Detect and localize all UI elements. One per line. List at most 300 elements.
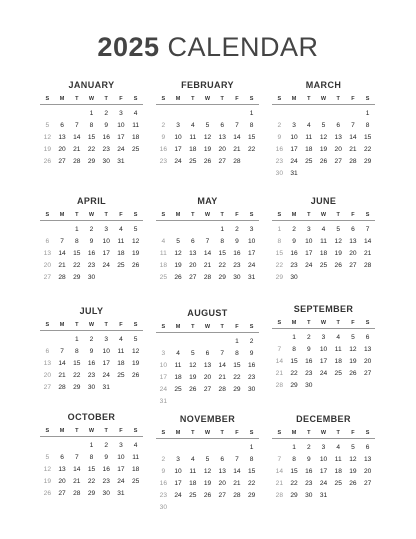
month-day-grid [272,211,375,284]
weekday-header: S [365,430,370,436]
day-cell: 14 [73,466,81,473]
weekday-header: S [45,212,50,218]
day-cell: 27 [363,370,372,377]
day-cell: 11 [320,238,327,245]
day-cell: 11 [189,134,197,141]
day-cell: 19 [43,478,52,485]
day-cell: 3 [176,122,180,129]
day-cell: 13 [43,250,52,257]
weekday-header: T [336,320,340,326]
day-cell: 25 [117,372,125,379]
day-cell: 28 [363,262,372,269]
month-day-grid [40,321,143,394]
empty-day-cell [69,108,84,120]
header-divider [40,220,143,221]
weekday-header: T [191,212,195,218]
day-cell: 13 [218,468,226,475]
day-cell: 31 [117,490,125,497]
empty-day-cell [55,440,70,452]
day-cell: 23 [305,480,313,487]
day-cell: 14 [233,134,241,141]
day-cell: 25 [189,158,197,165]
day-cell: 22 [218,262,226,269]
day-cell: 3 [306,226,311,233]
day-cell: 19 [131,360,140,367]
day-cell: 17 [174,146,182,153]
weekday-header: S [45,96,50,102]
day-cell: 29 [275,274,284,281]
day-cell: 7 [277,456,282,463]
weekday-header: S [133,322,138,328]
header-divider [272,104,375,105]
day-cell: 13 [349,238,357,245]
day-cell: 4 [176,350,180,357]
day-cell: 20 [58,478,66,485]
weekday-header: S [249,96,254,102]
day-cell: 30 [87,384,96,391]
day-cell: 20 [349,250,357,257]
day-cell: 4 [321,226,326,233]
day-cell: 14 [73,134,81,141]
weekday-header: T [104,212,108,218]
day-cell: 6 [60,454,64,461]
weekday-header: F [119,212,123,218]
month-day-grid [156,95,259,168]
day-cell: 2 [306,334,311,341]
day-cell: 5 [45,122,50,129]
weekday-header: F [235,96,239,102]
day-cell: 15 [290,358,298,365]
day-cell: 21 [349,146,357,153]
empty-day-cell [272,442,287,454]
day-cell: 27 [218,158,226,165]
day-cell: 8 [249,122,254,129]
day-cell: 14 [275,358,284,365]
day-cell: 27 [58,158,66,165]
day-cell: 5 [133,336,138,343]
day-cell: 17 [319,358,328,365]
day-cell: 14 [363,238,372,245]
day-cell: 17 [102,360,110,367]
empty-day-cell [40,108,55,120]
header-divider [156,220,259,221]
day-cell: 31 [247,274,256,281]
day-cell: 17 [247,250,256,257]
day-cell: 22 [275,262,284,269]
month-day-grid [156,429,259,514]
day-cell: 25 [117,262,125,269]
weekday-header: F [119,96,123,102]
day-cell: 15 [275,250,284,257]
month-november [156,413,259,514]
day-cell: 18 [159,262,168,269]
day-cell: 24 [319,370,328,377]
day-cell: 24 [102,262,110,269]
day-cell: 25 [131,478,140,485]
day-cell: 13 [189,250,197,257]
day-cell: 4 [336,444,341,451]
month-name: OCTOBER [67,412,116,422]
day-cell: 21 [73,146,81,153]
weekday-header: W [204,324,211,330]
day-cell: 27 [58,490,66,497]
day-cell: 2 [161,456,166,463]
month-day-grid [272,95,375,180]
day-cell: 9 [306,456,311,463]
day-cell: 1 [292,444,296,451]
empty-day-cell [230,108,245,120]
weekday-header: S [365,96,370,102]
day-cell: 21 [233,146,241,153]
day-cell: 6 [205,350,210,357]
month-name: APRIL [77,196,106,206]
day-cell: 24 [174,158,182,165]
day-cell: 10 [174,468,182,475]
day-cell: 12 [131,238,140,245]
weekday-header: T [75,322,79,328]
page-title [0,30,416,64]
day-cell: 23 [305,370,313,377]
weekday-header: T [191,324,195,330]
day-cell: 18 [131,134,140,141]
day-cell: 13 [218,134,226,141]
day-cell: 10 [102,238,110,245]
day-cell: 28 [275,492,284,499]
weekday-header: T [75,428,79,434]
day-cell: 5 [45,454,50,461]
day-cell: 1 [74,336,79,343]
day-cell: 22 [363,146,372,153]
month-august [156,307,259,408]
day-cell: 11 [305,134,313,141]
day-cell: 5 [133,226,138,233]
day-cell: 8 [74,348,79,355]
day-cell: 21 [363,250,372,257]
day-cell: 1 [235,338,239,345]
day-cell: 27 [189,274,197,281]
day-cell: 22 [290,480,298,487]
day-cell: 8 [89,122,94,129]
title-year: 2025 [97,32,160,62]
day-cell: 8 [277,238,282,245]
day-cell: 5 [205,122,210,129]
weekday-header: T [307,430,311,436]
day-cell: 10 [117,454,125,461]
empty-day-cell [69,440,84,452]
day-cell: 16 [305,468,313,475]
month-name: AUGUST [187,308,228,318]
weekday-header: S [133,212,138,218]
weekday-header: F [119,322,123,328]
empty-day-cell [346,108,361,120]
weekday-header: W [88,428,95,434]
day-cell: 17 [102,250,110,257]
day-cell: 11 [174,362,182,369]
weekday-header: T [220,96,224,102]
month-october [40,411,143,500]
day-cell: 12 [319,134,328,141]
day-cell: 9 [249,350,254,357]
day-cell: 10 [247,238,256,245]
day-cell: 23 [102,478,110,485]
day-cell: 31 [117,158,125,165]
day-cell: 15 [218,250,226,257]
empty-day-cell [200,108,215,120]
empty-day-cell [215,442,230,454]
day-cell: 31 [290,170,298,177]
day-cell: 23 [275,158,284,165]
day-cell: 17 [159,374,168,381]
empty-day-cell [185,224,200,236]
day-cell: 10 [290,134,298,141]
day-cell: 13 [334,134,342,141]
day-cell: 18 [189,480,197,487]
day-cell: 14 [203,250,212,257]
day-cell: 8 [74,238,79,245]
empty-day-cell [171,108,186,120]
empty-day-cell [301,108,316,120]
day-cell: 6 [220,122,225,129]
day-cell: 7 [205,238,210,245]
header-divider [272,220,375,221]
day-cell: 10 [305,238,313,245]
day-cell: 20 [363,358,372,365]
day-cell: 3 [292,122,296,129]
day-cell: 25 [305,158,313,165]
day-cell: 24 [159,386,168,393]
day-cell: 7 [220,350,225,357]
day-cell: 13 [58,134,66,141]
day-cell: 2 [89,226,94,233]
day-cell: 1 [220,226,225,233]
month-name: NOVEMBER [179,414,236,424]
day-cell: 21 [218,374,226,381]
day-cell: 4 [161,238,166,245]
day-cell: 4 [306,122,311,129]
day-cell: 7 [60,348,64,355]
day-cell: 10 [174,134,182,141]
day-cell: 19 [319,146,328,153]
header-divider [156,332,259,333]
weekday-header: T [220,324,224,330]
weekday-header: F [351,96,355,102]
day-cell: 28 [58,384,66,391]
day-cell: 2 [249,338,254,345]
month-name: JUNE [310,196,337,206]
day-cell: 7 [74,454,79,461]
day-cell: 7 [277,346,282,353]
weekday-header: W [204,96,211,102]
day-cell: 25 [334,480,342,487]
day-cell: 20 [363,468,372,475]
day-cell: 30 [275,170,284,177]
weekday-header: M [175,430,181,436]
weekday-header: M [291,320,297,326]
day-cell: 18 [117,250,125,257]
empty-day-cell [215,336,230,348]
day-cell: 21 [203,262,212,269]
day-cell: 27 [363,480,372,487]
weekday-header: T [220,212,224,218]
day-cell: 28 [58,274,66,281]
day-cell: 12 [189,362,197,369]
day-cell: 20 [218,146,226,153]
day-cell: 16 [247,362,256,369]
day-cell: 5 [351,444,355,451]
header-divider [272,438,375,439]
day-cell: 3 [321,334,326,341]
day-cell: 7 [235,122,239,129]
day-cell: 17 [174,480,182,487]
day-cell: 26 [319,158,328,165]
day-cell: 28 [73,158,81,165]
day-cell: 19 [131,250,140,257]
month-name: MARCH [305,80,342,90]
weekday-header: S [45,428,50,434]
weekday-header: M [175,212,181,218]
month-february [156,79,259,168]
empty-day-cell [156,224,171,236]
weekday-header: S [161,430,166,436]
weekday-header: F [235,324,239,330]
empty-day-cell [40,224,55,236]
day-cell: 26 [43,158,52,165]
day-cell: 23 [102,146,110,153]
empty-day-cell [55,108,70,120]
day-cell: 16 [305,358,313,365]
day-cell: 17 [290,146,298,153]
weekday-header: S [161,212,166,218]
day-cell: 28 [73,490,81,497]
empty-day-cell [55,334,70,346]
day-cell: 6 [45,348,50,355]
day-cell: 27 [203,386,212,393]
day-cell: 26 [349,480,357,487]
day-cell: 4 [133,442,138,449]
day-cell: 5 [176,238,180,245]
day-cell: 21 [275,370,284,377]
day-cell: 8 [89,454,94,461]
day-cell: 15 [87,134,96,141]
day-cell: 11 [159,250,167,257]
day-cell: 28 [233,492,241,499]
day-cell: 2 [292,226,296,233]
day-cell: 12 [131,348,140,355]
weekday-header: T [307,212,311,218]
day-cell: 12 [349,346,357,353]
day-cell: 16 [275,146,284,153]
day-cell: 18 [334,358,342,365]
day-cell: 16 [159,480,168,487]
day-cell: 16 [87,360,96,367]
day-cell: 27 [218,492,226,499]
day-cell: 21 [58,262,66,269]
empty-day-cell [316,108,331,120]
day-cell: 19 [203,146,212,153]
day-cell: 9 [235,238,239,245]
day-cell: 1 [89,442,94,449]
day-cell: 30 [102,490,110,497]
day-cell: 22 [73,372,81,379]
day-cell: 25 [159,274,168,281]
weekday-header: S [45,322,50,328]
day-cell: 20 [43,262,52,269]
day-cell: 13 [43,360,52,367]
day-cell: 9 [89,348,94,355]
day-cell: 19 [349,468,357,475]
day-cell: 7 [235,456,239,463]
day-cell: 12 [43,466,52,473]
weekday-header: S [277,320,282,326]
day-cell: 13 [58,466,66,473]
day-cell: 11 [334,456,342,463]
day-cell: 13 [363,346,372,353]
empty-day-cell [156,336,171,348]
day-cell: 16 [102,466,110,473]
day-cell: 18 [319,250,328,257]
weekday-header: T [104,96,108,102]
empty-day-cell [171,336,186,348]
day-cell: 3 [119,442,123,449]
day-cell: 19 [43,146,52,153]
day-cell: 3 [104,226,109,233]
day-cell: 19 [334,250,342,257]
day-cell: 10 [319,456,328,463]
weekday-header: W [88,322,95,328]
day-cell: 26 [174,274,182,281]
day-cell: 7 [60,238,64,245]
day-cell: 20 [58,146,66,153]
day-cell: 31 [102,384,110,391]
weekday-header: M [175,96,181,102]
day-cell: 11 [189,468,197,475]
day-cell: 15 [87,466,96,473]
day-cell: 10 [319,346,328,353]
day-cell: 3 [161,350,166,357]
weekday-header: T [75,96,79,102]
day-cell: 20 [203,374,212,381]
header-divider [156,438,259,439]
day-cell: 26 [189,386,197,393]
day-cell: 6 [45,238,50,245]
day-cell: 4 [133,110,138,117]
day-cell: 16 [87,250,96,257]
day-cell: 2 [277,122,282,129]
day-cell: 30 [290,274,298,281]
day-cell: 13 [363,456,372,463]
month-name: FEBRUARY [181,80,234,90]
day-cell: 23 [159,158,168,165]
day-cell: 5 [321,122,326,129]
day-cell: 21 [73,478,81,485]
day-cell: 9 [104,454,109,461]
day-cell: 28 [275,382,284,389]
month-september [272,303,375,392]
day-cell: 5 [336,226,341,233]
day-cell: 17 [117,466,125,473]
weekday-header: F [235,430,239,436]
day-cell: 5 [351,334,355,341]
day-cell: 30 [87,274,96,281]
weekday-header: S [133,428,138,434]
month-january [40,79,143,168]
day-cell: 15 [363,134,372,141]
month-name: SEPTEMBER [293,304,354,314]
title-word: CALENDAR [167,32,319,62]
day-cell: 11 [334,346,342,353]
weekday-header: W [320,430,327,436]
day-cell: 28 [233,158,241,165]
